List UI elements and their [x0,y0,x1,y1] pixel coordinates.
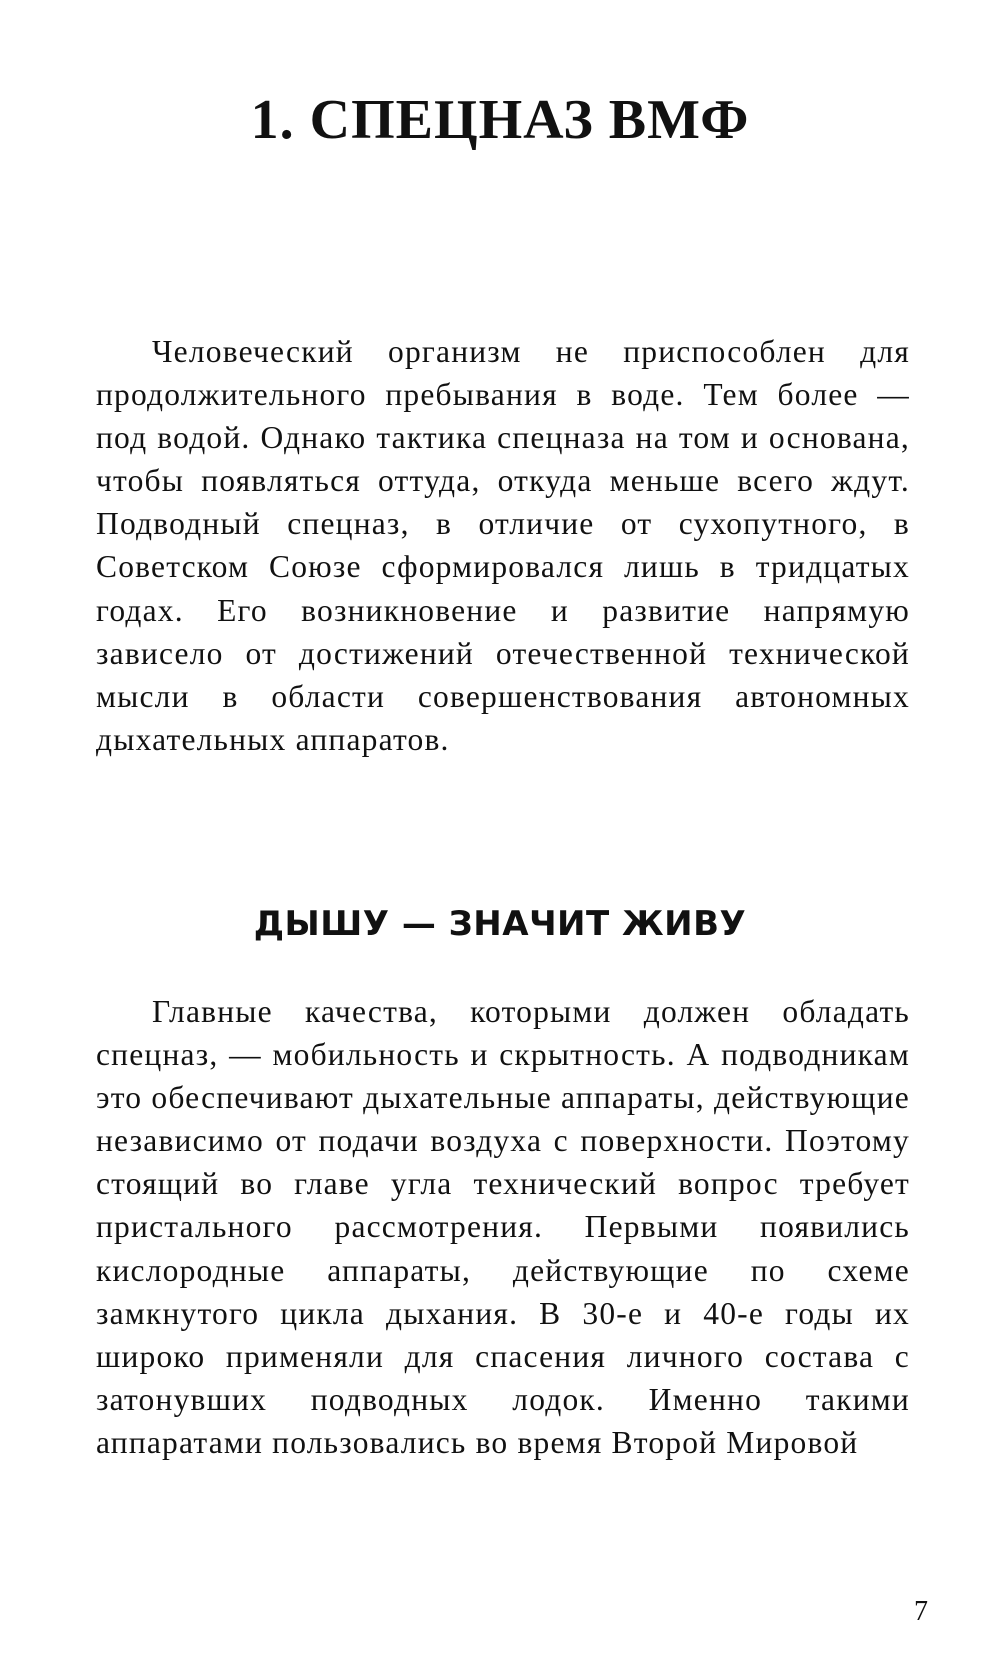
section-paragraph: Главные качества, которыми должен обладать спецназ, — мобильность и скрытность. А подводникам это обеспечивают дыхательные аппараты, действующие независимо от подачи воздуха с поверхности. Поэтому стоящий во главе угла технический вопрос требует пристального рассмотрения. Первыми появились кислородные аппараты, действующие по схеме замкнутого цикла дыхания. В 30-е и 40-е годы их широко применяли для спасения личного состава с затонувших подводных лодок. Именно такими аппаратами пользовались во время Второй Мировой [96,994,910,1460]
section-heading: ДЫШУ — ЗНАЧИТ ЖИВУ [253,904,747,944]
page-number: 7 [914,1596,928,1627]
chapter-title: 1. СПЕЦНАЗ ВМФ [250,89,750,151]
intro-paragraph: Человеческий организм не приспособлен для продолжительного пребывания в воде. Тем более — под водой. Однако тактика спецназа на том и основана, чтобы появляться оттуда, откуда меньше всего ждут. Подводный спецназ, в отличие от сухопутного, в Советском Союзе сформировался лишь в тридцатых годах. Его возникновение и развитие напрямую зависело от достижений отечественной технической мысли в области совершенствования автономных дыхательных аппаратов. [96,334,910,757]
